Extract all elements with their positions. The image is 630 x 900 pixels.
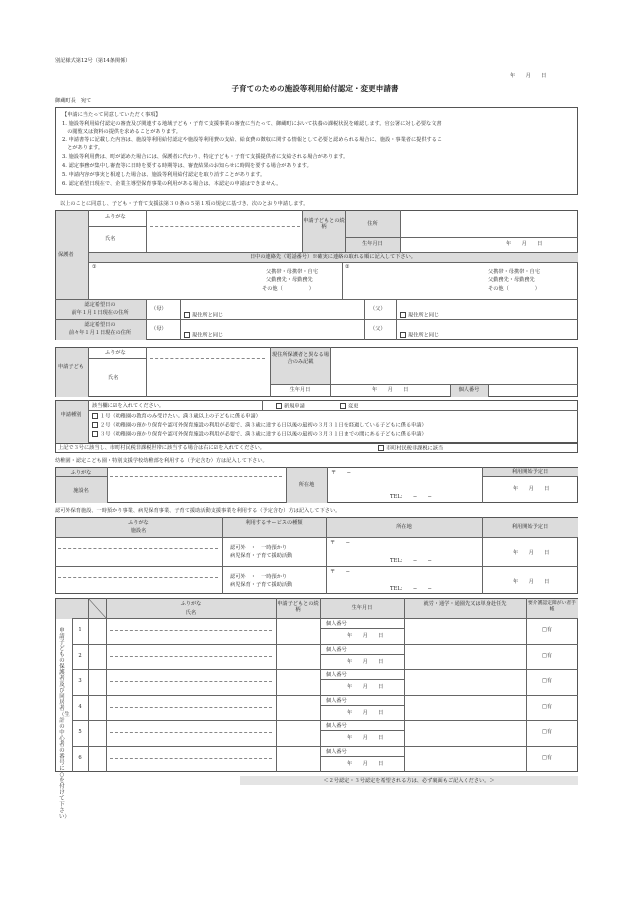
unlicensed-heading: 認可外保育施設、一時預かり事業、病児保育事業、子育て援助活動支援事業を利用する（予定含む）方は記入して下さい。	[55, 508, 341, 514]
un-start-label: 利用開始予定日	[511, 524, 549, 530]
kg-location-label: 所在地	[298, 482, 315, 488]
consent-item: 5. 申請内容が事実と相違した場合は、施設等利用給付認定を取り消すことがあります。	[62, 172, 266, 178]
hh-furigana-label: ふりがな	[180, 601, 202, 607]
hh-id-label: 個人番号	[326, 697, 347, 704]
same-address-checkbox[interactable]	[184, 332, 190, 338]
guardian-birth-label: 生年月日	[362, 241, 383, 247]
un-service-option: 認可外 ・ 一時預かり	[230, 574, 288, 580]
type3-checkbox[interactable]	[92, 431, 98, 437]
intro-statement: 以上のことに同意し、子ども・子育て支援法第３０条の５第１項の規定に基づき、次のとおり申請します。	[60, 201, 309, 207]
mother-label: （母）	[151, 326, 167, 332]
hh-birth-date: 年 月 日	[347, 658, 384, 665]
child-name-label: 氏名	[108, 375, 119, 381]
hh-birth-date: 年 月 日	[347, 735, 384, 742]
tax-exempt-label: 市町村民税非課税に該当	[386, 445, 444, 452]
tax-exempt-checkbox[interactable]	[378, 445, 384, 451]
prev-address-label: 認定希望日の	[84, 302, 116, 308]
consent-item: 2. 申請書等に記載した内容は、施設等利用給付認定や施設等利用費の支給、給食費の徴収に関する情報として必要と認められる場合に、施設・事業者に提供するこ	[62, 137, 443, 143]
hh-birth-date: 年 月 日	[347, 761, 384, 767]
un-service-option: 病児保育・子育て援助活動	[230, 553, 293, 559]
contact-phone-other: その他（ ）	[488, 286, 540, 292]
kg-start-label: 利用開始予定日	[511, 469, 549, 475]
contact-marker-2: ②	[345, 264, 350, 270]
un-postal: 〒 −	[330, 569, 350, 575]
kindergarten-heading: 幼稚園・認定こども園・特別支援学校幼稚部を利用する（予定含む）方は記入して下さい。	[55, 458, 268, 464]
child-id-label: 個人番号	[458, 387, 480, 393]
application-date: 年 月 日	[510, 73, 547, 79]
father-label: （父）	[370, 306, 386, 312]
un-service-label: 利用するサービスの種類	[245, 520, 303, 526]
mother-label: （母）	[151, 306, 167, 312]
consent-item: 6. 認定希望日現在で、企業主導型保育事業の利用がある場合は、本認定の申請はできません。	[62, 181, 282, 187]
un-furigana-label: ふりがな	[128, 520, 149, 526]
child-birth-date: 年 月 日	[372, 387, 409, 393]
consent-box	[55, 107, 578, 195]
household-side-label-1: 申請子どもの保護者及び同居者（生計の中心者の番号に○を付けて下さい）	[59, 628, 70, 820]
guardian-contact-label: 日中の連絡先（電話番号）※確実に連絡の取れる順に記入して下さい。	[249, 254, 416, 260]
household-row-number: 3	[78, 678, 82, 685]
tax-note: 上記で３号に該当し、市町村民税非課税世帯に該当する場合は右に☑を入れてください。	[58, 445, 265, 451]
hh-care-value: □有	[542, 729, 553, 736]
kg-postal: 〒 −	[331, 470, 351, 476]
prev-address-label: 前年１月１日現在の住所	[71, 310, 129, 316]
hh-id-label: 個人番号	[326, 621, 347, 627]
consent-heading: 【申請に当たって同意していただく事項】	[62, 112, 161, 118]
type1-checkbox[interactable]	[92, 413, 98, 419]
consent-item: とがあります。	[62, 145, 104, 151]
same-address-label: 現住所と同じ	[192, 332, 224, 339]
consent-item: の閲覧又は資料の提供を求めることがあります。	[62, 129, 181, 135]
type2-checkbox[interactable]	[92, 422, 98, 428]
hh-relation-label: 申請子どもとの続柄	[277, 601, 319, 614]
change-application-checkbox[interactable]	[340, 403, 346, 409]
hh-care-label: 要介護認定障がい者手帳	[528, 601, 576, 613]
application-type-label: 申請種別	[60, 412, 82, 418]
hh-id-label: 個人番号	[326, 672, 347, 679]
un-tel: TEL: − −	[390, 586, 432, 592]
type1-label: １号（幼稚園の教育のみ受けたい。満３歳以上の子どもに係る申請）	[100, 413, 261, 420]
addressee: 御蔵町長 宛て	[55, 98, 92, 104]
same-address-label: 現住所と同じ	[192, 312, 224, 319]
un-service-option: 認可外 ・ 一時預かり	[230, 545, 288, 551]
consent-item: 1. 施設等利用給付認定の審査及び関連する地域子ども・子育て支援事業の審査に当たって、御蔵町において扶養の課税状況を確認します。官公署に対し必要な文書	[62, 121, 442, 127]
un-service-option: 病児保育・子育て援助活動	[230, 582, 293, 588]
guardian-relation-label: 申請子どもとの続柄	[303, 218, 345, 231]
hh-birth-date: 年 月 日	[347, 633, 384, 639]
household-row-number: 2	[78, 652, 82, 659]
contact-phone-types: 父携帯・母携帯・自宅	[266, 269, 318, 275]
hh-birth-date: 年 月 日	[347, 709, 384, 716]
corner-diagonal	[88, 598, 106, 618]
un-start-date: 年 月 日	[513, 550, 550, 556]
type-instruction: 該当欄に☑を入れてください。	[92, 403, 165, 409]
hh-id-label: 個人番号	[326, 646, 347, 653]
hh-care-value: □有	[542, 652, 553, 659]
guardian-address-label: 住所	[367, 221, 378, 227]
kg-furigana-label: ふりがな	[70, 470, 92, 476]
prev-address-label: 認定希望日の	[84, 322, 116, 328]
same-address-label: 現住所と同じ	[408, 312, 440, 319]
guardian-name-label: 氏名	[105, 236, 116, 242]
un-facility-label: 施設名	[130, 528, 147, 534]
child-birth-label: 生年月日	[289, 387, 311, 393]
un-postal: 〒 −	[330, 540, 350, 546]
same-address-label: 現住所と同じ	[408, 332, 440, 339]
new-application-checkbox[interactable]	[276, 403, 282, 409]
father-label: （父）	[370, 326, 386, 332]
contact-phone-types: 父携帯・母携帯・自宅	[488, 269, 540, 275]
same-address-checkbox[interactable]	[184, 312, 190, 318]
same-address-checkbox[interactable]	[400, 312, 406, 318]
hh-id-label: 個人番号	[326, 749, 347, 755]
un-start-date: 年 月 日	[513, 579, 550, 585]
guardian-furigana-label: ふりがな	[105, 214, 126, 220]
contact-phone-work: 父勤務先・母勤務先	[266, 277, 313, 283]
hh-birth-label: 生年月日	[351, 605, 373, 611]
household-row-number: 5	[78, 729, 82, 736]
household-row-number: 1	[78, 627, 82, 633]
contact-phone-work: 父勤務先・母勤務先	[488, 277, 535, 283]
new-application-label: 新規申請	[284, 403, 305, 410]
guardian-birth-date: 年 月 日	[506, 241, 543, 247]
household-row-number: 4	[78, 703, 82, 710]
type3-label: ３号（幼稚園の預かり保育や認可外保育施設の利用が必要で、満３歳に達する日以後の最初の３月３１日までの間にある子どもに係る申請）	[100, 431, 427, 438]
hh-id-label: 個人番号	[326, 723, 347, 730]
type2-label: ２号（幼稚園の預かり保育や認可外保育施設の利用が必要で、満３歳に達する日以後の最初の３月３１日を経過している子どもに係る申請）	[100, 422, 427, 429]
child-alt-address-label: 現住所保護者と異なる場合のみ記載	[271, 352, 330, 365]
hh-birth-date: 年 月 日	[347, 684, 384, 691]
child-furigana-label: ふりがな	[105, 350, 126, 356]
page-title: 子育てのための施設等利用給付認定・変更申請書	[231, 84, 399, 93]
contact-phone-other: その他（ ）	[262, 286, 314, 292]
consent-item: 3. 施設等利用費は、町が認めた場合には、保護者に代わり、特定子ども・子育て支援提供者に支給される場合があります。	[62, 154, 349, 160]
un-tel: TEL: − −	[390, 558, 432, 564]
guardian-label: 保護者	[58, 252, 74, 258]
consent-item: 4. 認定事務が集中し審査等に日時を要する時期等は、審査結果のお知らせに時間を要する場合があります。	[62, 163, 312, 169]
hh-care-value: □有	[542, 755, 553, 761]
change-application-label: 変更	[348, 403, 359, 410]
kg-tel: TEL: − −	[390, 494, 432, 500]
kg-facility-label: 施設名	[73, 488, 89, 494]
hh-care-value: □有	[542, 678, 553, 685]
contact-marker-1: ①	[92, 264, 97, 270]
hh-care-value: □有	[542, 627, 553, 633]
hh-work-label: 就労・通学・通園先又は単身赴任先	[423, 601, 507, 607]
un-location-label: 所在地	[396, 524, 412, 530]
footer-note: ＜２号認定・３号認定を希望される方は、必ず裏面もご記入ください。＞	[323, 778, 495, 784]
kg-start-date: 年 月 日	[513, 486, 550, 492]
hh-name-label: 氏名	[185, 610, 197, 616]
prev-address-label: 前々年１月１日現在の住所	[68, 330, 132, 336]
same-address-checkbox[interactable]	[400, 332, 406, 338]
hh-care-value: □有	[542, 703, 553, 710]
child-label: 申請子ども	[58, 364, 84, 370]
household-row-number: 6	[78, 755, 82, 761]
form-number: 別記様式第12号（第14条関係）	[55, 58, 131, 64]
